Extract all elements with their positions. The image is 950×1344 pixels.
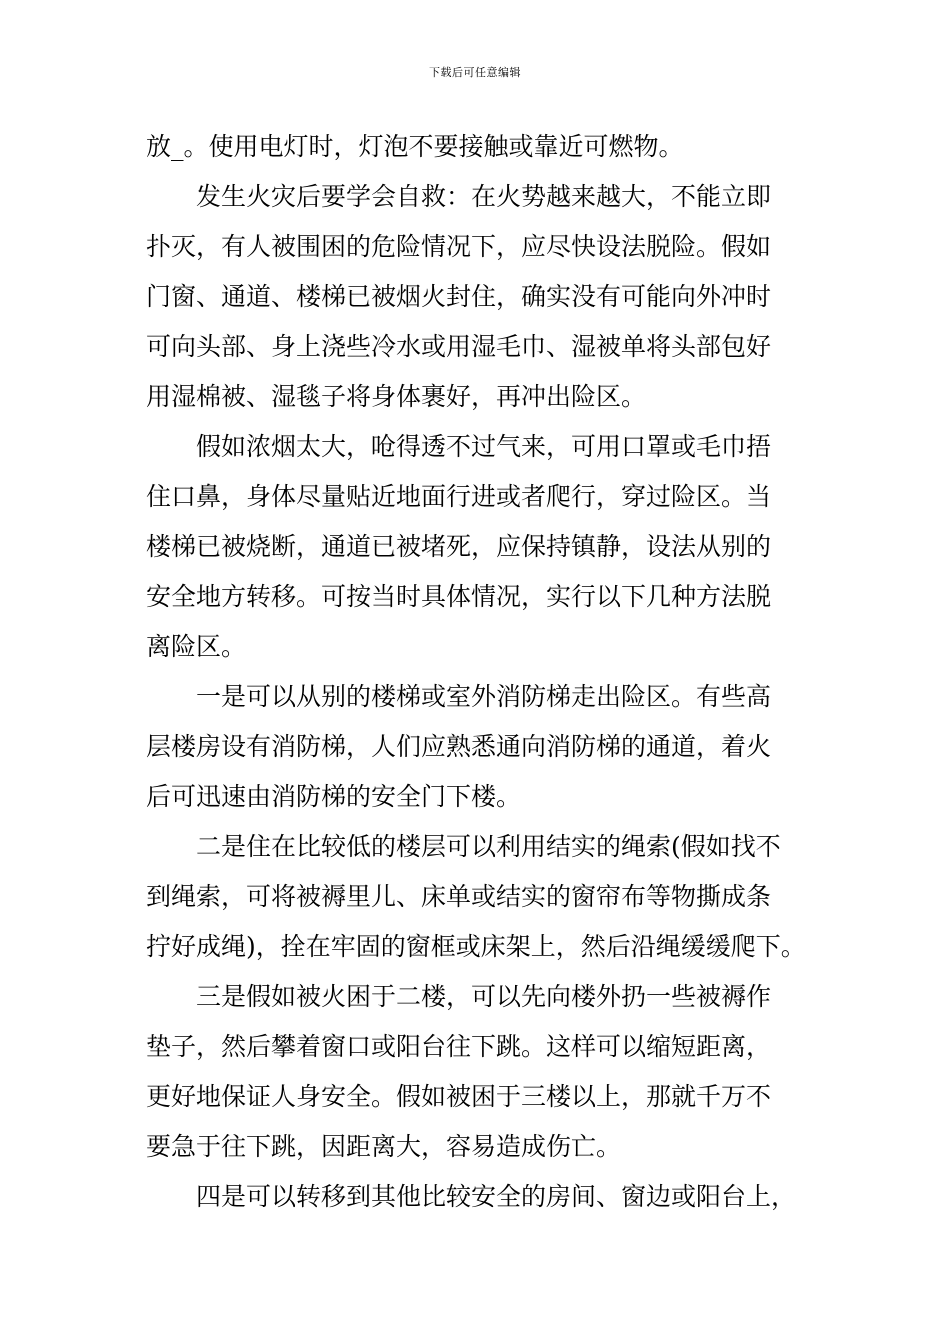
text-line: 放_。使用电灯时，灯泡不要接触或靠近可燃物。: [146, 132, 684, 161]
text-line: 拧好成绳)，拴在牢固的窗框或床架上，然后沿绳缓缓爬下。: [146, 932, 806, 961]
paragraph-start-line: 一是可以从别的楼梯或室外消防梯走出险区。有些高: [196, 682, 772, 711]
text-line: 要急于往下跳，因距离大，容易造成伤亡。: [146, 1132, 622, 1161]
text-line: 离险区。: [146, 632, 247, 661]
text-line: 门窗、通道、楼梯已被烟火封住，确实没有可能向外冲时: [146, 282, 772, 311]
document-body: [146, 122, 831, 1222]
text-line: 用湿棉被、湿毯子将身体裹好，再冲出险区。: [146, 382, 647, 411]
paragraph-start-line: 三是假如被火困于二楼，可以先向楼外扔一些被褥作: [196, 982, 772, 1011]
page-header: 下载后可任意编辑: [429, 66, 521, 79]
text-line: 安全地方转移。可按当时具体情况，实行以下几种方法脱: [146, 582, 772, 611]
text-line: 后可迅速由消防梯的安全门下楼。: [146, 782, 522, 811]
text-line: 住口鼻，身体尽量贴近地面行进或者爬行，穿过险区。当: [146, 482, 772, 511]
text-line: 到绳索，可将被褥里儿、床单或结实的窗帘布等物撕成条: [146, 882, 772, 911]
text-line: 楼梯已被烧断，通道已被堵死，应保持镇静，设法从别的: [146, 532, 772, 561]
text-line: 可向头部、身上浇些冷水或用湿毛巾、湿被单将头部包好: [146, 332, 772, 361]
paragraph-start-line: 二是住在比较低的楼层可以利用结实的绳索(假如找不: [196, 832, 781, 861]
text-line: 扑灭，有人被围困的危险情况下，应尽快设法脱险。假如: [146, 232, 772, 261]
paragraph-start-line: 四是可以转移到其他比较安全的房间、窗边或阳台上，: [196, 1182, 797, 1211]
text-line: 垫子，然后攀着窗口或阳台往下跳。这样可以缩短距离，: [146, 1032, 772, 1061]
text-line: 层楼房设有消防梯，人们应熟悉通向消防梯的通道，着火: [146, 732, 772, 761]
text-line: 更好地保证人身安全。假如被困于三楼以上，那就千万不: [146, 1082, 772, 1111]
paragraph-start-line: 发生火灾后要学会自救：在火势越来越大，不能立即: [196, 182, 772, 211]
paragraph-start-line: 假如浓烟太大，呛得透不过气来，可用口罩或毛巾捂: [196, 432, 772, 461]
